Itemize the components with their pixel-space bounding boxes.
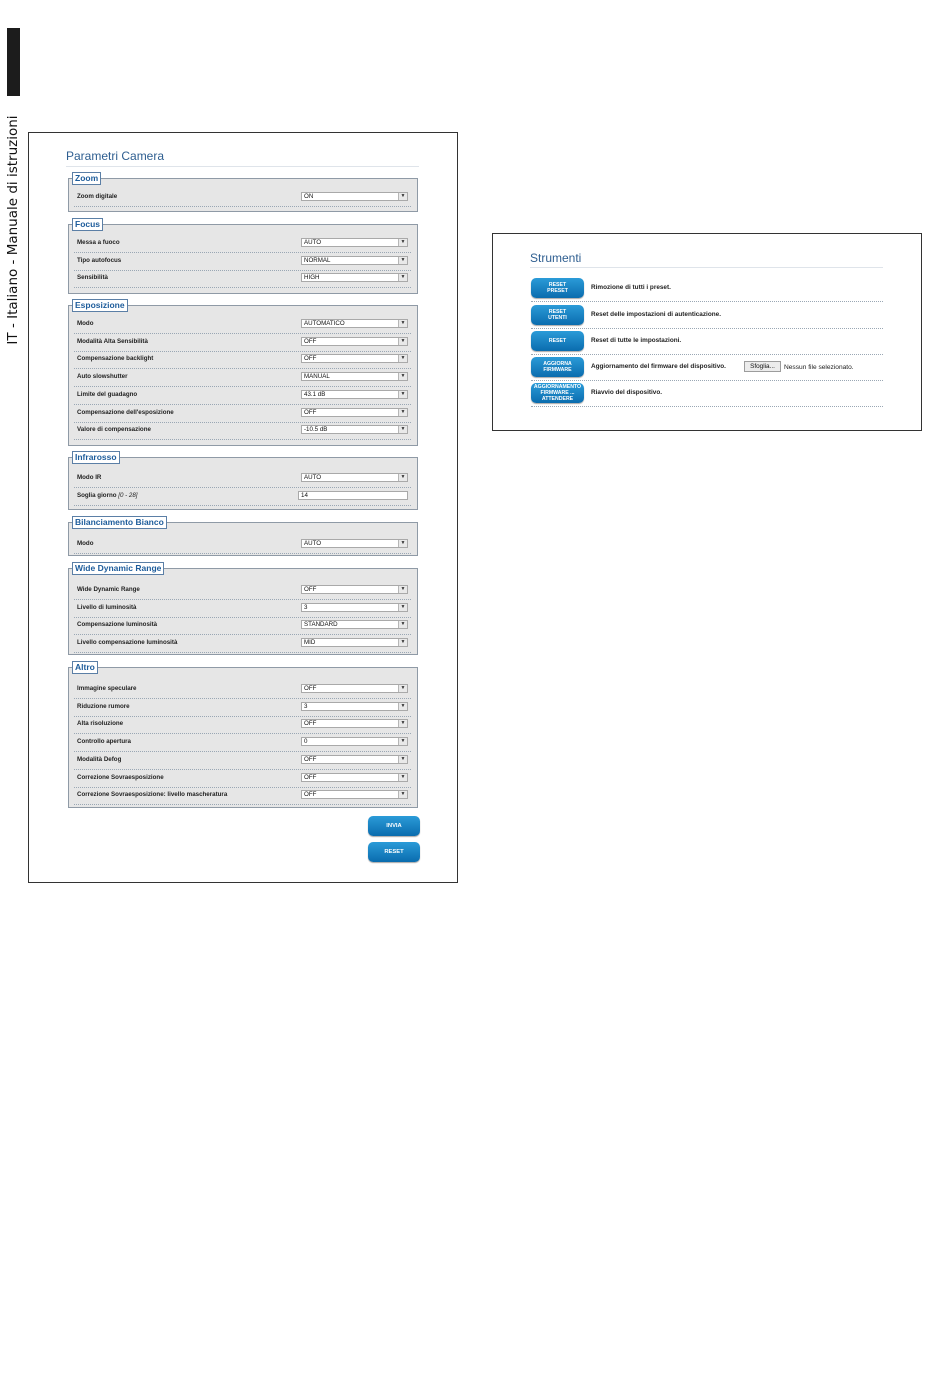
setting-dropdown[interactable] (301, 256, 408, 265)
tool-divider (531, 354, 883, 355)
dropdown-arrow-icon[interactable]: ▼ (398, 257, 407, 264)
setting-label: Livello di luminosità (77, 603, 137, 611)
dropdown-arrow-icon[interactable]: ▼ (398, 474, 407, 481)
setting-label: Tipo autofocus (77, 256, 122, 264)
dropdown-value: -10.5 dB (304, 426, 328, 434)
dropdown-arrow-icon[interactable]: ▼ (398, 720, 407, 727)
dropdown-arrow-icon[interactable]: ▼ (398, 391, 407, 398)
setting-label: Soglia giorno [0 - 28] (77, 491, 138, 499)
tool-description: Aggiornamento del firmware del dispositivo. (591, 363, 726, 370)
setting-label: Modalità Defog (77, 755, 122, 763)
dropdown-arrow-icon[interactable]: ▼ (398, 791, 407, 798)
tool-divider (531, 406, 883, 407)
dropdown-arrow-icon[interactable]: ▼ (398, 409, 407, 416)
section-wide-dynamic-range (68, 563, 418, 655)
setting-dropdown[interactable] (301, 585, 408, 594)
tools-panel (492, 233, 922, 431)
dropdown-arrow-icon[interactable]: ▼ (398, 274, 407, 281)
setting-label: Limite del guadagno (77, 390, 138, 398)
tool-button[interactable]: RESET UTENTI (531, 305, 584, 325)
dropdown-value: AUTO (304, 474, 322, 481)
dropdown-value: MANUAL (304, 373, 330, 381)
section-bilanciamento-bianco (68, 517, 418, 556)
dropdown-arrow-icon[interactable]: ▼ (398, 639, 407, 646)
section-legend: Focus (72, 218, 103, 231)
setting-dropdown[interactable] (301, 390, 408, 399)
setting-row (74, 787, 411, 805)
setting-dropdown[interactable] (301, 425, 408, 434)
dropdown-arrow-icon[interactable]: ▼ (398, 373, 407, 380)
dropdown-arrow-icon[interactable]: ▼ (398, 774, 407, 781)
tool-button[interactable]: AGGIORNA FIRMWARE (531, 357, 584, 377)
dropdown-value: MID (304, 639, 316, 647)
section-legend: Altro (72, 661, 98, 674)
section-legend: Esposizione (72, 299, 128, 312)
tool-description: Riavvio del dispositivo. (591, 389, 663, 396)
setting-row (74, 770, 411, 788)
send-button[interactable]: INVIA (368, 816, 420, 836)
setting-label: Correzione Sovraesposizione (77, 773, 164, 781)
setting-label: Modo IR (77, 474, 102, 481)
dropdown-value: 43.1 dB (304, 390, 326, 398)
section-esposizione (68, 300, 418, 446)
dropdown-value: 3 (304, 702, 308, 710)
section-infrarosso (68, 452, 418, 510)
title-divider (66, 166, 419, 167)
tool-description: Rimozione di tutti i preset. (591, 284, 671, 291)
dropdown-value: HIGH (304, 274, 320, 282)
setting-dropdown[interactable] (301, 337, 408, 346)
setting-row (74, 387, 411, 405)
tools-panel-title: Strumenti (530, 251, 582, 265)
setting-dropdown[interactable] (301, 354, 408, 363)
setting-row (74, 351, 411, 369)
setting-dropdown[interactable] (301, 684, 408, 693)
setting-label: Valore di compensazione (77, 426, 151, 434)
dropdown-value: NORMAL (304, 256, 331, 264)
range-hint: [0 - 28] (118, 491, 138, 499)
setting-row (74, 422, 411, 440)
setting-label: Compensazione dell'esposizione (77, 408, 174, 416)
setting-row (74, 470, 411, 488)
dropdown-value: 0 (304, 738, 308, 746)
setting-label: Modo (77, 540, 94, 547)
dropdown-arrow-icon[interactable]: ▼ (398, 540, 407, 547)
setting-dropdown[interactable] (301, 790, 408, 799)
dropdown-arrow-icon[interactable]: ▼ (398, 426, 407, 433)
dropdown-value: AUTO (304, 540, 322, 547)
setting-label: Alta risoluzione (77, 720, 124, 728)
camera-panel-title: Parametri Camera (66, 149, 165, 163)
tool-divider (531, 380, 883, 381)
setting-row (74, 699, 411, 717)
setting-row (74, 316, 411, 334)
setting-label: Controllo apertura (77, 738, 131, 746)
section-legend: Bilanciamento Bianco (72, 516, 167, 529)
dropdown-arrow-icon[interactable]: ▼ (398, 193, 407, 200)
tool-description: Reset di tutte le impostazioni. (591, 337, 682, 344)
dropdown-arrow-icon[interactable]: ▼ (398, 738, 407, 745)
dropdown-arrow-icon[interactable]: ▼ (398, 320, 407, 327)
setting-row (74, 681, 411, 699)
setting-label: Livello compensazione luminosità (77, 639, 178, 647)
setting-dropdown[interactable] (301, 620, 408, 629)
tool-button[interactable]: RESET PRESET (531, 278, 584, 298)
setting-dropdown[interactable] (301, 773, 408, 782)
setting-dropdown[interactable] (301, 273, 408, 282)
setting-row (74, 582, 411, 600)
setting-row (74, 235, 411, 253)
dropdown-arrow-icon[interactable]: ▼ (398, 604, 407, 611)
setting-row (74, 734, 411, 752)
tool-button[interactable]: RESET (531, 331, 584, 351)
dropdown-arrow-icon[interactable]: ▼ (398, 586, 407, 593)
no-file-selected-text: Nessun file selezionato. (784, 364, 854, 371)
section-altro (68, 662, 418, 808)
dropdown-value: OFF (304, 355, 317, 363)
section-legend: Wide Dynamic Range (72, 562, 164, 575)
setting-label: Compensazione luminosità (77, 621, 158, 629)
setting-row (74, 334, 411, 352)
setting-label: Sensibilità (77, 274, 108, 282)
setting-label: Modo (77, 320, 94, 327)
section-legend: Infrarosso (72, 451, 120, 464)
setting-dropdown[interactable] (301, 539, 408, 548)
dropdown-arrow-icon[interactable]: ▼ (398, 621, 407, 628)
tool-button[interactable]: AGGIORNAMENTO FIRMWARE ... ATTENDERE (531, 383, 584, 403)
dropdown-value: OFF (304, 685, 317, 692)
setting-label: Riduzione rumore (77, 702, 130, 710)
setting-dropdown[interactable] (301, 719, 408, 728)
setting-row (74, 635, 411, 653)
setting-dropdown[interactable] (301, 319, 408, 328)
dropdown-value: OFF (304, 720, 317, 728)
dropdown-value: ON (304, 193, 314, 200)
setting-label: Zoom digitale (77, 193, 118, 200)
setting-row (74, 253, 411, 271)
dropdown-arrow-icon[interactable]: ▼ (398, 355, 407, 362)
setting-dropdown[interactable] (301, 473, 408, 482)
setting-dropdown[interactable] (301, 192, 408, 201)
dropdown-value: OFF (304, 586, 317, 593)
setting-row (74, 600, 411, 618)
side-manual-label: IT - Italiano - Manuale di istruzioni (5, 115, 21, 345)
setting-label: Wide Dynamic Range (77, 586, 140, 593)
section-focus (68, 219, 418, 294)
setting-row (74, 189, 411, 207)
section-legend: Zoom (72, 172, 101, 185)
dropdown-arrow-icon[interactable]: ▼ (398, 338, 407, 345)
setting-label: Modalità Alta Sensibilità (77, 337, 148, 345)
dropdown-value: OFF (304, 408, 317, 416)
setting-dropdown[interactable] (301, 638, 408, 647)
camera-parameters-panel (28, 132, 458, 883)
dropdown-value: OFF (304, 337, 317, 345)
browse-file-button[interactable]: Sfoglia... (744, 361, 781, 372)
side-tab-marker (7, 28, 20, 96)
dropdown-value: OFF (304, 755, 317, 763)
setting-row (74, 536, 411, 554)
tool-divider (531, 328, 883, 329)
setting-label: Correzione Sovraesposizione: livello mascheratura (77, 791, 228, 799)
dropdown-value: OFF (304, 773, 317, 781)
setting-row (74, 716, 411, 734)
dropdown-value: AUTOMATICO (304, 320, 345, 327)
setting-label: Compensazione backlight (77, 355, 154, 363)
setting-dropdown[interactable] (301, 238, 408, 247)
dropdown-arrow-icon[interactable]: ▼ (398, 239, 407, 246)
dropdown-value: OFF (304, 791, 317, 799)
setting-row (74, 752, 411, 770)
dropdown-value: STANDARD (304, 621, 338, 629)
setting-dropdown[interactable] (301, 408, 408, 417)
section-zoom (68, 173, 418, 212)
tool-description: Reset delle impostazioni di autenticazione. (591, 311, 721, 318)
setting-dropdown[interactable] (301, 755, 408, 764)
reset-button[interactable]: RESET (368, 842, 420, 862)
setting-label: Immagine speculare (77, 685, 137, 692)
setting-text-input[interactable] (298, 491, 408, 500)
setting-row (74, 369, 411, 387)
title-divider (530, 267, 883, 268)
setting-row (74, 270, 411, 288)
setting-row (74, 405, 411, 423)
setting-row (74, 617, 411, 635)
setting-dropdown[interactable] (301, 372, 408, 381)
setting-dropdown[interactable] (301, 603, 408, 612)
dropdown-arrow-icon[interactable]: ▼ (398, 703, 407, 710)
setting-dropdown[interactable] (301, 737, 408, 746)
dropdown-arrow-icon[interactable]: ▼ (398, 685, 407, 692)
setting-label: Auto slowshutter (77, 373, 128, 381)
dropdown-arrow-icon[interactable]: ▼ (398, 756, 407, 763)
setting-dropdown[interactable] (301, 702, 408, 711)
dropdown-value: 3 (304, 603, 308, 611)
setting-label: Messa a fuoco (77, 239, 120, 246)
tool-divider (531, 301, 883, 302)
dropdown-value: AUTO (304, 239, 322, 246)
setting-row (74, 488, 411, 506)
